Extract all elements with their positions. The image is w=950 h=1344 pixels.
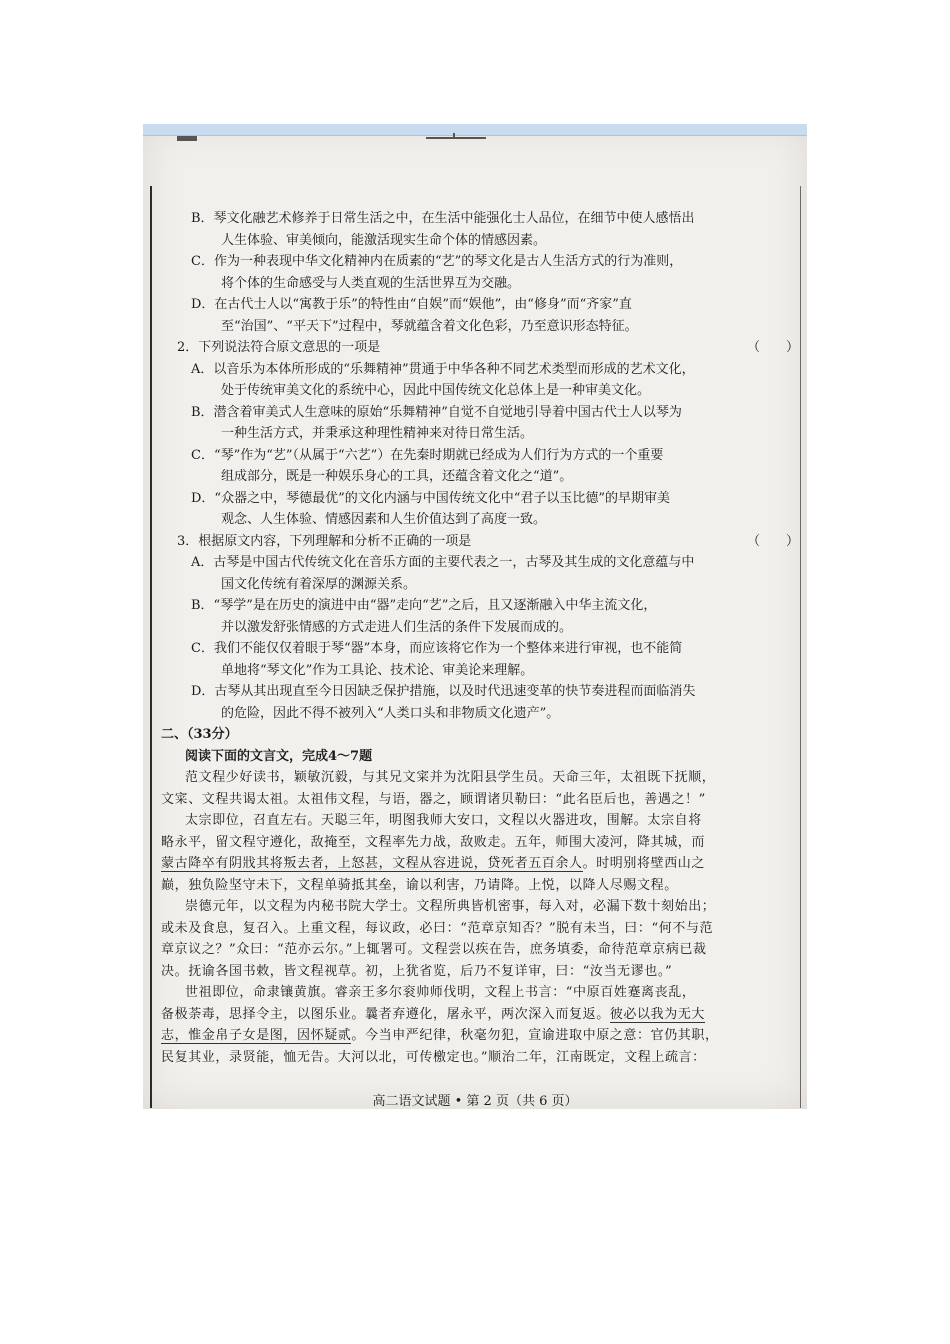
section-instruction: 阅读下面的文言文，完成4～7题 — [185, 748, 373, 764]
q2-option-d-cont: 观念、人生体验、情感因素和人生价值达到了高度一致。 — [221, 512, 547, 527]
q1-option-c-cont: 将个体的生命感受与人类直观的生活世界互为交融。 — [221, 275, 521, 291]
q3-option-b: B．“琴学”是在历史的演进中由“器”走向“艺”之后，且又逐渐融入中华主流文化， — [191, 598, 657, 613]
q3-option-c-cont: 单地将“琴文化”作为工具论、技术论、审美论来理解。 — [221, 662, 534, 678]
q1-option-b-cont: 人生体验、审美倾向，能激活现实生命个体的情感因素。 — [221, 232, 547, 248]
underlined-sentence-1: 蒙古降卒有阴戕其将叛去者，上怒甚，文程从容进说，贷死者五百余人 — [161, 856, 583, 871]
passage-p2-line4: 巅，独负险坚守未下，文程单骑抵其垒，谕以利害，乃请降。上悦，以降人尽赐文程。 — [161, 877, 678, 893]
passage-p4-line3-tail: 。今当申严纪律，秋毫勿犯，宣谕进取中原之意：官仍其职， — [351, 1028, 719, 1043]
scan-mark-left — [177, 136, 197, 141]
passage-p3-line3: 章京议之？”众曰：“范亦云尔。”上辄署可。文程尝以疾在告，庶务填委，命待范章京病已裁 — [161, 942, 707, 957]
q2-option-b: B．潜含着审美式人生意味的原始“乐舞精神”自觉不自觉地引导着中国古代士人以琴为 — [191, 404, 682, 420]
passage-p2-line2: 略永平，留文程守遵化，敌掩至，文程率先力战，敌败走。五年，师围大凌河，降其城，而 — [161, 834, 706, 850]
q2-option-c: C．“琴”作为“艺”（从属于“六艺”）在先秦时期就已经成为人们行为方式的一个重要 — [191, 447, 664, 463]
passage-p4-line4: 民复其业，录贤能，恤无告。大河以北，可传檄定也。”顺治二年，江南既定，文程上疏言： — [161, 1049, 706, 1065]
q3-option-a-cont: 国文化传统有着深厚的渊源关系。 — [221, 576, 417, 592]
q1-option-d-cont: 至“治国”、“平天下”过程中，琴就蕴含着文化色彩，乃至意识形态特征。 — [221, 318, 638, 334]
passage-p2-line3-tail: 。时明别将壁西山之 — [582, 856, 706, 871]
image-top-bar — [143, 124, 807, 136]
q2-option-b-cont: 一种生活方式，并秉承这种理性精神来对待日常生活。 — [221, 426, 534, 441]
q3-option-d-cont: 的危险，因此不得不被列入“人类口头和非物质文化遗产”。 — [221, 705, 560, 721]
right-page-border — [800, 186, 801, 1108]
q2-option-a: A．以音乐为本体所形成的“乐舞精神”贯通于中华各种不同艺术类型而形成的艺术文化， — [191, 361, 695, 377]
q3-option-b-cont: 并以激发舒张情感的方式走进人们生活的条件下发展而成的。 — [221, 619, 573, 635]
underlined-sentence-2b: 志，惟金帛子女是图，因怀疑贰 — [161, 1028, 352, 1043]
q2-option-d: D．“众器之中，琴德最优”的文化内涵与中国传统文化中“君子以玉比德”的早期审美 — [191, 490, 671, 506]
left-page-border — [150, 186, 152, 1108]
passage-p3-line2: 或未及食息，复召入。上重文程，每议政，必曰：“范章京知否？”脱有未当，曰：“何不与范 — [161, 920, 714, 936]
q3-option-a: A．古琴是中国古代传统文化在音乐方面的主要代表之一，古琴及其生成的文化意蕴与中 — [191, 555, 695, 570]
passage-p2-line1: 太宗即位，召直左右。天聪三年，明图我师大安口，文程以火器进攻，围解。太宗自将 — [185, 813, 702, 828]
q3-stem-text: 3．根据原文内容，下列理解和分析不正确的一项是 — [177, 533, 472, 549]
exam-content — [161, 208, 800, 1068]
passage-p4-line3 — [161, 1025, 771, 1047]
q2-option-c-cont: 组成部分，既是一种娱乐身心的工具，还蕴含着文化之“道”。 — [221, 469, 573, 484]
q3-option-d: D．古琴从其出现直至今日因缺乏保护措施，以及时代迅速变革的快节奏进程而面临消失 — [191, 684, 696, 699]
q1-option-d: D．在古代士人以“寓教于乐”的特性由“自娱”而“娱他”，由“修身”而“齐家”直 — [191, 297, 632, 312]
passage-p4-line2-head: 备极荼毒，思择令主，以图乐业。曩者弃遵化，屠永平，两次深入而复返。 — [161, 1006, 610, 1022]
q3-stem — [161, 531, 800, 553]
q2-option-a-cont: 处于传统审美文化的系统中心，因此中国传统文化总体上是一种审美文化。 — [221, 383, 651, 398]
section-heading: 二、（33分） — [161, 727, 238, 742]
passage-p1-line2: 文寀、文程共谒太祖。太祖伟文程，与语，器之，顾谓诸贝勒曰：“此名臣后也，善遇之！” — [161, 791, 706, 807]
q1-option-c: C．作为一种表现中华文化精神内在质素的“艺”的琴文化是古人生活方式的行为准则， — [191, 254, 683, 269]
passage-p3-line4: 决。抚谕各国书敕，皆文程视草。初，上犹省览，后乃不复详审，曰：“汝当无谬也。” — [161, 963, 673, 979]
scanned-exam-page — [143, 124, 807, 1109]
passage-p3-line1: 崇德元年，以文程为内秘书院大学士。文程所典皆机密事，每入对，必漏下数十刻始出； — [185, 899, 716, 914]
passage-p1-line1: 范文程少好读书，颖敏沉毅，与其兄文寀并为沈阳县学生员。天命三年，太祖既下抚顺， — [185, 770, 716, 785]
q2-answer-paren: （ ） — [747, 340, 800, 355]
passage-p2-line3 — [161, 853, 771, 875]
q1-option-b: B．琴文化融艺术修养于日常生活之中，在生活中能强化士人品位，在细节中使人感悟出 — [191, 211, 695, 226]
q3-option-c: C．我们不能仅仅着眼于琴“器”本身，而应该将它作为一个整体来进行审视，也不能简 — [191, 641, 683, 656]
passage-p4-line2 — [161, 1004, 771, 1026]
q2-stem — [161, 337, 800, 359]
q2-stem-text: 2．下列说法符合原文意思的一项是 — [177, 340, 381, 355]
page-footer: 高二语文试题 • 第 2 页（共 6 页） — [372, 1094, 578, 1109]
scan-mark-center — [426, 137, 486, 139]
underlined-sentence-2a: 彼必以我为无大 — [609, 1006, 706, 1022]
q3-answer-paren: （ ） — [747, 533, 800, 549]
passage-p4-line1: 世祖即位，命隶镶黄旗。睿亲王多尔衮帅师伐明，文程上书言：“中原百姓蹇离丧乱， — [185, 985, 696, 1000]
